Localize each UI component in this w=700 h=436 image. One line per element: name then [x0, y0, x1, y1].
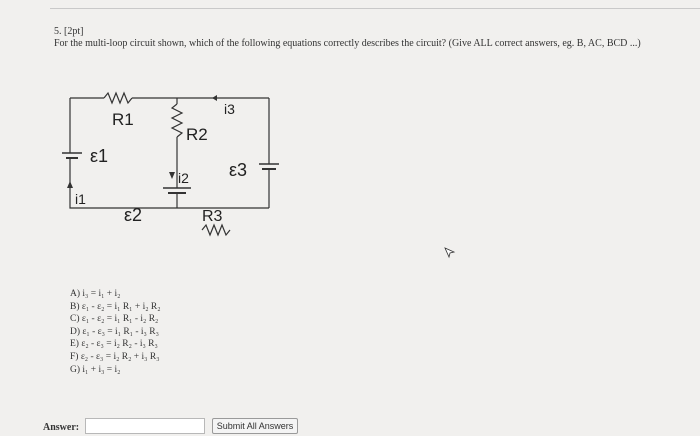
option-c: C) ε₁ - ε₂ = i₁ R₁ - i₂ R₂ — [70, 314, 159, 325]
top-divider — [50, 8, 700, 9]
label-i3: i3 — [224, 101, 235, 117]
resistor-r3-symbol — [202, 225, 230, 235]
answer-options — [70, 288, 161, 376]
label-e1: ε1 — [90, 146, 109, 166]
i2-arrow-icon — [169, 172, 175, 179]
label-i1: i1 — [75, 191, 86, 207]
circuit-diagram — [52, 80, 292, 240]
option-g: G) i₁ + i₃ = i₂ — [70, 364, 121, 375]
label-r1: R1 — [112, 110, 134, 129]
label-e2: ε2 — [124, 205, 143, 225]
resistor-r1-symbol — [104, 93, 132, 103]
i1-arrow-icon — [67, 181, 73, 188]
option-d: D) ε₁ - ε₃ = i₁ R₁ - i₃ R₃ — [70, 326, 159, 337]
answer-label: Answer: — [43, 422, 80, 433]
resistor-r2-symbol — [172, 104, 182, 137]
question-text: For the multi-loop circuit shown, which of the following equations correctly describes the circuit? (Give ALL correct answers, eg. B, AC, BCD ...) — [54, 38, 641, 49]
option-a: A) i₃ = i₁ + i₂ — [70, 289, 121, 299]
question-number: 5. [2pt] — [54, 26, 84, 37]
label-i2: i2 — [178, 170, 189, 186]
answer-input[interactable] — [85, 418, 205, 434]
mouse-cursor-icon — [444, 247, 456, 259]
option-b: B) ε₁ - ε₂ = i₁ R₁ + i₂ R₂ — [70, 301, 161, 312]
label-e3: ε3 — [229, 160, 248, 180]
label-r3: R3 — [202, 208, 223, 225]
i3-arrow-icon — [212, 95, 217, 101]
label-r2: R2 — [186, 125, 208, 144]
submit-all-answers-button[interactable]: Submit All Answers — [212, 418, 298, 434]
option-e: E) ε₂ - ε₃ = i₂ R₂ - i₃ R₃ — [70, 339, 158, 350]
option-f: F) ε₂ - ε₃ = i₂ R₂ + i₃ R₃ — [70, 351, 160, 362]
